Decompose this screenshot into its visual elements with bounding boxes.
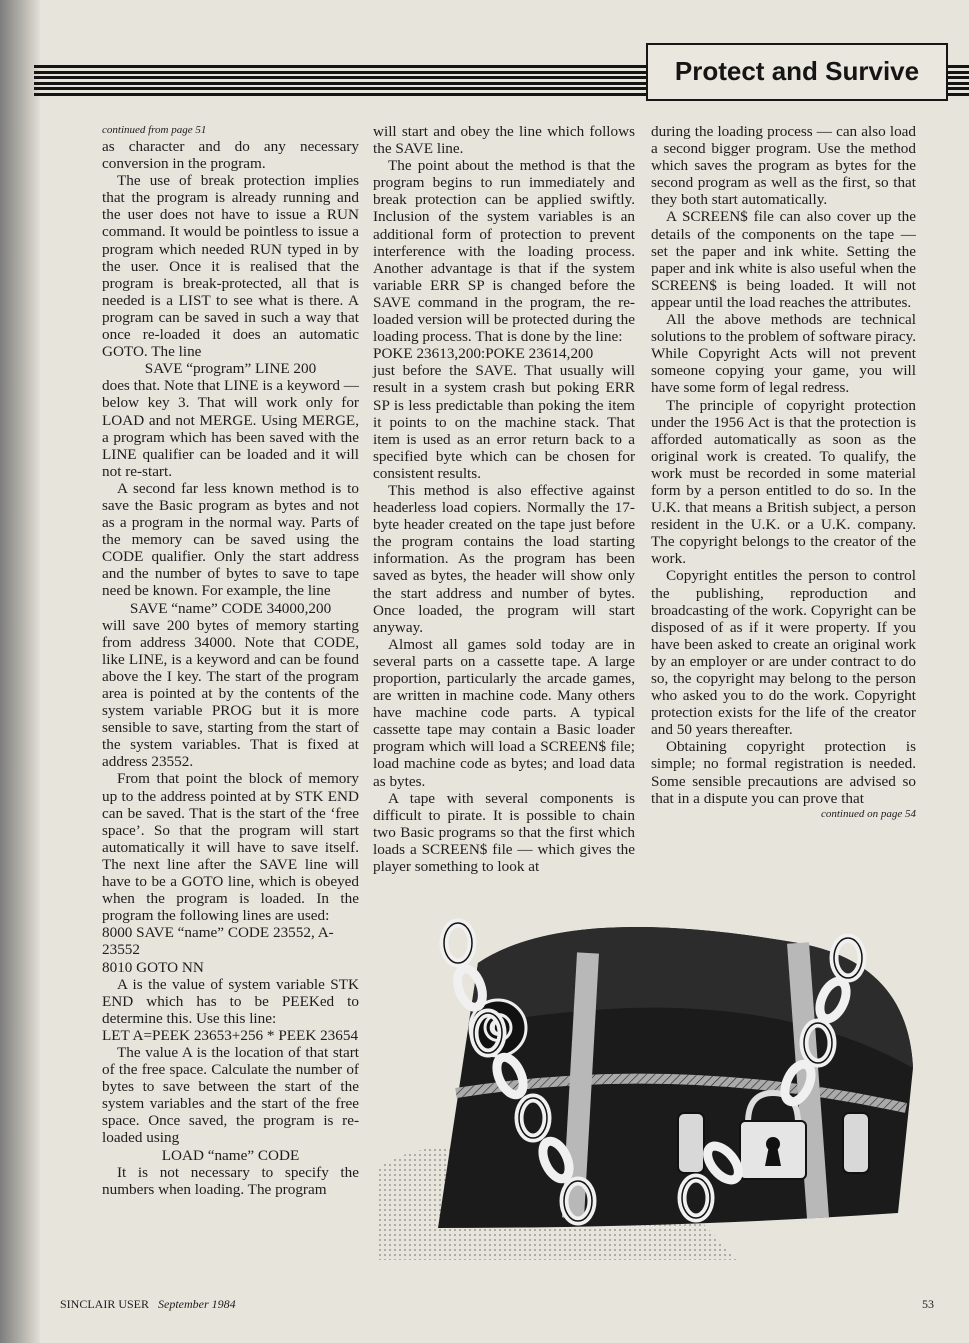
chest-latch — [843, 1113, 869, 1173]
paragraph: It is not necessary to specify the numbers when loading. The program — [102, 1163, 359, 1198]
paragraph: as character and do any necessary conversion in the program. — [102, 138, 359, 173]
continued-on: continued on page 54 — [820, 807, 916, 820]
paragraph: A is the value of system variable STK END which has to be PEEKed to determine this. Use this line: — [102, 975, 359, 1027]
column-3 — [651, 123, 916, 822]
chest-latch — [678, 1113, 704, 1173]
paragraph: A second far less known method is to save the Basic program as bytes and not as a program in the normal way. Parts of the memory can be saved using the CODE qualifier. Only the start address and the number of bytes to save to tape need be known. For example, the line — [102, 479, 359, 600]
copyright-symbol: © — [478, 1006, 518, 1052]
continued-from: continued from page 51 — [102, 124, 207, 136]
code-line: 8000 SAVE “name” CODE 23552, A-23552 — [102, 924, 334, 959]
paragraph: Almost all games sold today are in several parts on a cassette tape. A large proportion, particularly the arcade games, are written in machine code. Many others have machine code parts. A typical cassette tape may contain a Basic loader program which will load a SCREEN$ file; load machine code as bytes; and load data as bytes. — [373, 635, 635, 790]
paragraph: From that point the block of memory up to the address pointed at by STK END can be saved. That is the start of the ‘free space’. So that the program will start automatically it will have to save itself. The next line after the SAVE line will have to be a GOTO line, which is obeyed when the program is loaded. In the program the following lines are used: — [102, 770, 359, 925]
paragraph: during the loading process — can also load a second bigger program. Use the method which saves the program as bytes for the second program as well as the first, so that they both start automatically. — [651, 123, 916, 209]
header-rule-right — [948, 65, 969, 97]
paragraph: This method is also effective against headerless load copiers. Normally the 17-byte header created on the tape just before the program contains the load starting information. As the program has been saved as bytes, the header will show only the start address and number of bytes. Once loaded, the program will start anyway. — [373, 481, 635, 636]
paragraph: just before the SAVE. That usually will result in a system crash but poking ERR SP is less predictable than poking the item it points to on the machine stack. That item is used as an error return back to a specified byte which can be chosen for consistent results. — [373, 362, 635, 482]
paragraph: The principle of copyright protection under the 1956 Act is that the protection is afforded automatically as soon as the original work is created. To qualify, the work must be recorded in some material form by a person entitled to do so. In the U.K. that means a British subject, a person resident in the U.K. or a U.K. company. The copyright belongs to the creator of the work. — [651, 396, 916, 568]
paragraph: Obtaining copyright protection is simple; no formal registration is needed. Some sensible precautions are advised so that in a dispute you can prove that — [651, 738, 916, 807]
footer-publication — [60, 1297, 236, 1312]
code-line: SAVE “name” CODE 34000,200 — [129, 599, 332, 617]
paragraph: will save 200 bytes of memory starting from address 34000. Note that CODE, like LINE, is a keyword and can be found above the I key. The start of the program area is pointed at by the contents of the system variable PROG but it is more sensible to save, starting from the start of the system variables. That is fixed at address 23552. — [102, 616, 359, 771]
paragraph: A SCREEN$ file can also cover up the details of the components on the tape — set the paper and ink white. Setting the paper and ink white is also useful when the SCREEN$ is being loaded. It will not appear until the load reaches the attributes. — [651, 208, 916, 311]
code-line: POKE 23613,200:POKE 23614,200 — [373, 345, 594, 363]
column-2 — [373, 123, 635, 875]
page-binding-edge — [0, 0, 40, 1343]
code-line: LET A=PEEK 23653+256 * PEEK 23654 — [102, 1026, 359, 1044]
paragraph: does that. Note that LINE is a keyword — below key 3. That will work only for LOAD and not MERGE. Using MERGE, a program which has been saved with the LINE qualifier can be loaded and it will not re-start. — [102, 377, 359, 480]
paragraph: will start and obey the line which follows the SAVE line. — [373, 123, 635, 158]
section-title: Protect and Survive — [674, 56, 920, 86]
paragraph: Copyright entitles the person to control the publishing, reproduction and broadcasting of the work. Copyright can be disposed of as if it were property. If you have been asked to create an original work by an employer or are under contract to do so, the copyright may belong to the person who asked you to do the work. Copyright protection exists for the life of the creator and 50 years thereafter. — [651, 567, 916, 739]
header-rule — [34, 65, 646, 97]
section-title-box — [646, 43, 948, 101]
code-line: LOAD “name” CODE — [161, 1146, 300, 1164]
paragraph: The use of break protection implies that the program is already running and the user does not have to issue a RUN command. It would be pointless to issue a program which needed RUN typed in by the user. Once it is realised that the program is break-protected, all that is needed is a LIST to see what is there. A program can be saved in such a way that once re-loaded it does an automatic GOTO. The line — [102, 172, 359, 361]
chained-treasure-chest-icon — [378, 918, 926, 1260]
paragraph: A tape with several components is difficult to pirate. It is possible to chain two Basic programs so that the first which loads a SCREEN$ file — which gives the player something to look at — [373, 789, 635, 876]
code-line: 8010 GOTO NN — [102, 958, 204, 976]
footer-magazine: SINCLAIR USER — [60, 1297, 150, 1311]
code-line: SAVE “program” LINE 200 — [144, 360, 317, 378]
column-1 — [102, 123, 359, 1198]
footer-issue-date: September 1984 — [158, 1297, 236, 1311]
page-number: 53 — [922, 1297, 934, 1311]
paragraph: The value A is the location of that start of the free space. Calculate the number of bytes to save between the start of the system variables and the start of the free space. Once saved, the program is re-loaded using — [102, 1043, 359, 1147]
paragraph: All the above methods are technical solutions to the problem of software piracy. While Copyright Acts will not prevent someone copying your game, you will have some form of legal redress. — [651, 311, 916, 397]
paragraph: The point about the method is that the program begins to run immediately and break protection can be applied swiftly. Inclusion of the system variables is an additional form of protection to prevent interference with the loading process. Another advantage is that if the system variable ERR SP is changed before the SAVE command in the program, the re-loaded version will be protected during the loading process. That is done by the line: — [373, 157, 635, 346]
